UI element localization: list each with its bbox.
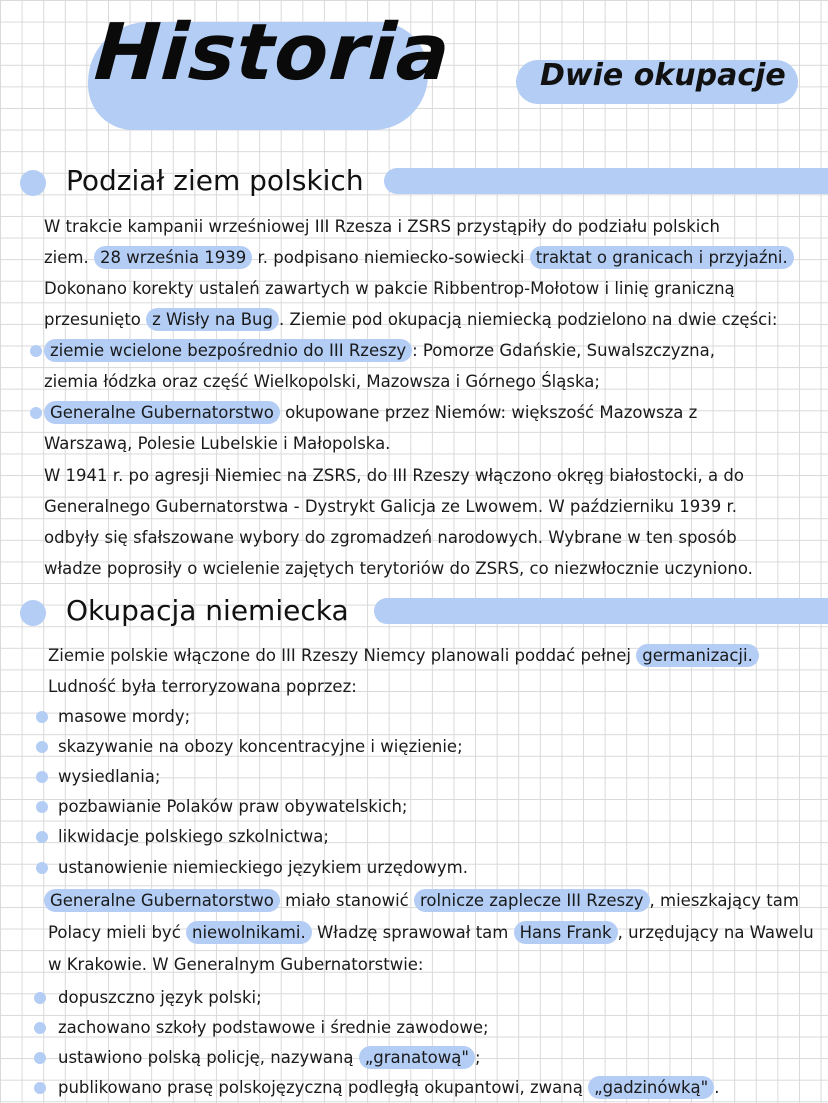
bullet-icon xyxy=(36,741,48,753)
list-item: ustanowienie niemieckiego językiem urzędowym. xyxy=(58,858,469,877)
highlight: 28 września 1939 xyxy=(94,246,252,269)
text-line: Warszawą, Polesie Lubelskie i Małopolska. xyxy=(44,434,391,453)
bullet-icon xyxy=(30,407,42,419)
page-title: Historia xyxy=(91,8,454,98)
bullet-icon xyxy=(34,992,46,1004)
list-item: likwidacje polskiego szkolnictwa; xyxy=(58,827,329,846)
bullet-icon xyxy=(36,801,48,813)
section-heading-bar xyxy=(374,598,828,624)
bullet-icon xyxy=(36,831,48,843)
list-item: pozbawianie Polaków praw obywatelskich; xyxy=(58,797,408,816)
highlight: niewolnikami. xyxy=(186,921,312,944)
list-item: Generalne Gubernatorstwo okupowane przez Niemów: większość Mazowsza z xyxy=(44,398,697,428)
text-line: Generalnego Gubernatorstwa - Dystrykt Galicja ze Lwowem. W październiku 1939 r. xyxy=(44,497,738,516)
list-item: skazywanie na obozy koncentracyjne i więzienie; xyxy=(58,737,463,756)
text-line: przesunięto z Wisły na Bug . Ziemie pod okupacją niemiecką podzielono na dwie części: xyxy=(44,310,778,329)
highlight: traktat o granicach i przyjaźni. xyxy=(530,246,794,269)
text-line: W trakcie kampanii wrześniowej III Rzesza i ZSRS przystąpiły do podziału polskich xyxy=(44,217,720,236)
text-line: ziem. 28 września 1939 r. podpisano niemiecko-sowiecki traktat o granicach i przyjaźni. xyxy=(44,243,794,273)
bullet-icon xyxy=(34,1022,46,1034)
text-line: Ziemie polskie włączone do III Rzeszy Niemcy planowali poddać pełnej germanizacji. xyxy=(48,641,759,671)
highlight: Hans Frank xyxy=(514,921,618,944)
section-bullet-icon xyxy=(20,170,46,196)
highlight: ziemie wcielone bezpośrednio do III Rzeszy xyxy=(44,339,412,362)
list-item: ziemie wcielone bezpośrednio do III Rzeszy : Pomorze Gdańskie, Suwalszczyzna, xyxy=(44,336,715,366)
page-subtitle: Dwie okupacje xyxy=(540,58,786,93)
text-line: Polacy mieli być niewolnikami. Władzę sprawował tam Hans Frank , urzędujący na Wawelu xyxy=(48,923,814,942)
highlight: Generalne Gubernatorstwo xyxy=(44,889,280,912)
text-line: władze poprosiły o wcielenie zajętych terytoriów do ZSRS, co niezwłocznie uczyniono. xyxy=(44,559,753,578)
section-bullet-icon xyxy=(20,600,46,626)
list-item: ustawiono polską policję, nazywaną „granatową" ; xyxy=(58,1048,481,1067)
list-item: publikowano prasę polskojęzyczną podległą okupantowi, zwaną „gadzinówką" . xyxy=(58,1078,720,1097)
list-item: masowe mordy; xyxy=(58,707,191,726)
text-line: odbyły się sfałszowane wybory do zgromadzeń narodowych. Wybrane w ten sposób xyxy=(44,528,737,547)
highlight: rolnicze zaplecze III Rzeszy xyxy=(414,889,650,912)
highlight: z Wisły na Bug xyxy=(146,308,279,331)
highlight: „granatową" xyxy=(359,1046,475,1069)
list-item: zachowano szkoły podstawowe i średnie zawodowe; xyxy=(58,1018,489,1037)
bullet-icon xyxy=(36,711,48,723)
text-line: ziemia łódzka oraz część Wielkopolski, Mazowsza i Górnego Śląska; xyxy=(44,372,600,391)
list-item: wysiedlania; xyxy=(58,767,161,786)
highlight: germanizacji. xyxy=(636,644,759,667)
text-line: Ludność była terroryzowana poprzez: xyxy=(48,677,357,696)
bullet-icon xyxy=(36,771,48,783)
text-line: Generalne Gubernatorstwo miało stanowić rolnicze zaplecze III Rzeszy , mieszkający tam xyxy=(44,886,799,916)
bullet-icon xyxy=(34,1052,46,1064)
text-line: W 1941 r. po agresji Niemiec na ZSRS, do III Rzeszy włączono okręg białostocki, a do xyxy=(44,466,744,485)
text-line: Dokonano korekty ustaleń zawartych w pakcie Ribbentrop-Mołotow i linię graniczną xyxy=(44,279,735,298)
bullet-icon xyxy=(30,345,42,357)
highlight: „gadzinówką" xyxy=(588,1076,714,1099)
bullet-icon xyxy=(34,1082,46,1094)
section-heading-bar xyxy=(384,168,828,194)
bullet-icon xyxy=(36,862,48,874)
text-line: w Krakowie. W Generalnym Gubernatorstwie: xyxy=(48,955,424,974)
section-heading: Okupacja niemiecka xyxy=(66,594,349,627)
list-item: dopuszczno język polski; xyxy=(58,988,262,1007)
highlight: Generalne Gubernatorstwo xyxy=(44,401,280,424)
section-heading: Podział ziem polskich xyxy=(66,164,364,197)
